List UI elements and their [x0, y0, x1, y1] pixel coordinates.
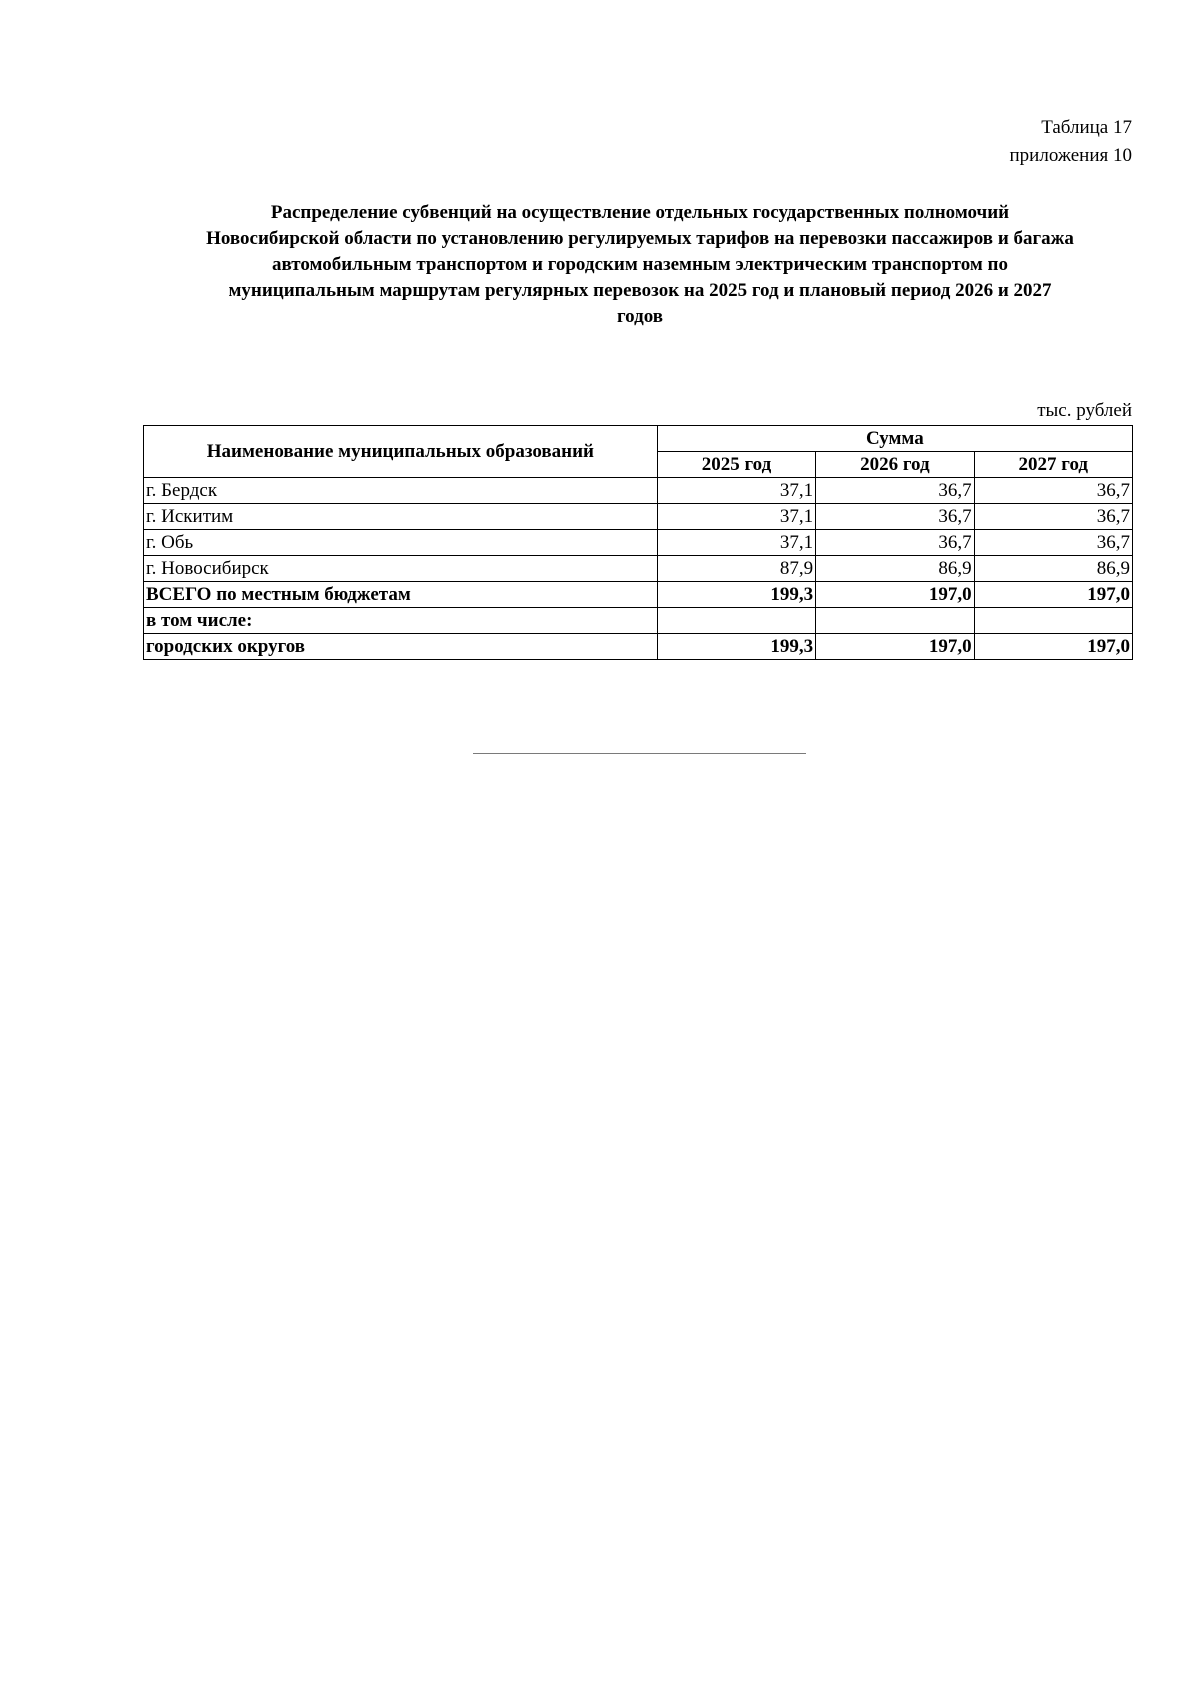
table-header-row	[144, 426, 1133, 452]
value-2025: 37,1	[657, 504, 815, 530]
row-name: в том числе:	[144, 608, 658, 634]
value-2026: 36,7	[816, 478, 974, 504]
title-line: Новосибирской области по установлению регулируемых тарифов на перевозки пассажиров и багажа	[206, 228, 1074, 249]
value-2025: 199,3	[657, 582, 815, 608]
title-line: муниципальным маршрутам регулярных перевозок на 2025 год и плановый период 2026 и 2027	[228, 280, 1052, 301]
value-2027: 197,0	[974, 634, 1132, 660]
title-line: автомобильным транспортом и городским наземным электрическим транспортом по	[272, 254, 1008, 275]
subheading-row	[144, 608, 1133, 634]
value-2026: 197,0	[816, 582, 974, 608]
title-line: годов	[616, 306, 663, 327]
value-2026: 86,9	[816, 556, 974, 582]
value-2025: 37,1	[657, 478, 815, 504]
row-name: городских округов	[144, 634, 658, 660]
name-column-header: Наименование муниципальных образований	[144, 426, 658, 478]
table-row	[144, 504, 1133, 530]
sum-column-header: Сумма	[657, 426, 1132, 452]
document-title	[140, 200, 1140, 330]
end-of-table-divider	[473, 753, 806, 754]
value-2025: 87,9	[657, 556, 815, 582]
table-row	[144, 556, 1133, 582]
value-2026: 36,7	[816, 504, 974, 530]
year-header-2025: 2025 год	[657, 452, 815, 478]
row-name: г. Обь	[144, 530, 658, 556]
value-2027: 86,9	[974, 556, 1132, 582]
appendix-number: приложения 10	[1009, 145, 1132, 166]
value-2027: 36,7	[974, 478, 1132, 504]
value-2026	[816, 608, 974, 634]
value-2025	[657, 608, 815, 634]
table-row	[144, 634, 1133, 660]
units-label: тыс. рублей	[1037, 400, 1132, 421]
total-row	[144, 582, 1133, 608]
value-2026: 197,0	[816, 634, 974, 660]
table-row	[144, 478, 1133, 504]
year-header-2027: 2027 год	[974, 452, 1132, 478]
value-2026: 36,7	[816, 530, 974, 556]
row-name: г. Бердск	[144, 478, 658, 504]
value-2025: 37,1	[657, 530, 815, 556]
row-name: г. Новосибирск	[144, 556, 658, 582]
value-2025: 199,3	[657, 634, 815, 660]
value-2027: 36,7	[974, 504, 1132, 530]
value-2027	[974, 608, 1132, 634]
value-2027: 197,0	[974, 582, 1132, 608]
table-number: Таблица 17	[1041, 117, 1132, 138]
title-line: Распределение субвенций на осуществление отдельных государственных полномочий	[270, 202, 1010, 223]
table-row	[144, 530, 1133, 556]
value-2027: 36,7	[974, 530, 1132, 556]
row-name: г. Искитим	[144, 504, 658, 530]
row-name: ВСЕГО по местным бюджетам	[144, 582, 658, 608]
table-reference	[1010, 114, 1132, 170]
year-header-2026: 2026 год	[816, 452, 974, 478]
subsidy-table	[143, 425, 1133, 660]
